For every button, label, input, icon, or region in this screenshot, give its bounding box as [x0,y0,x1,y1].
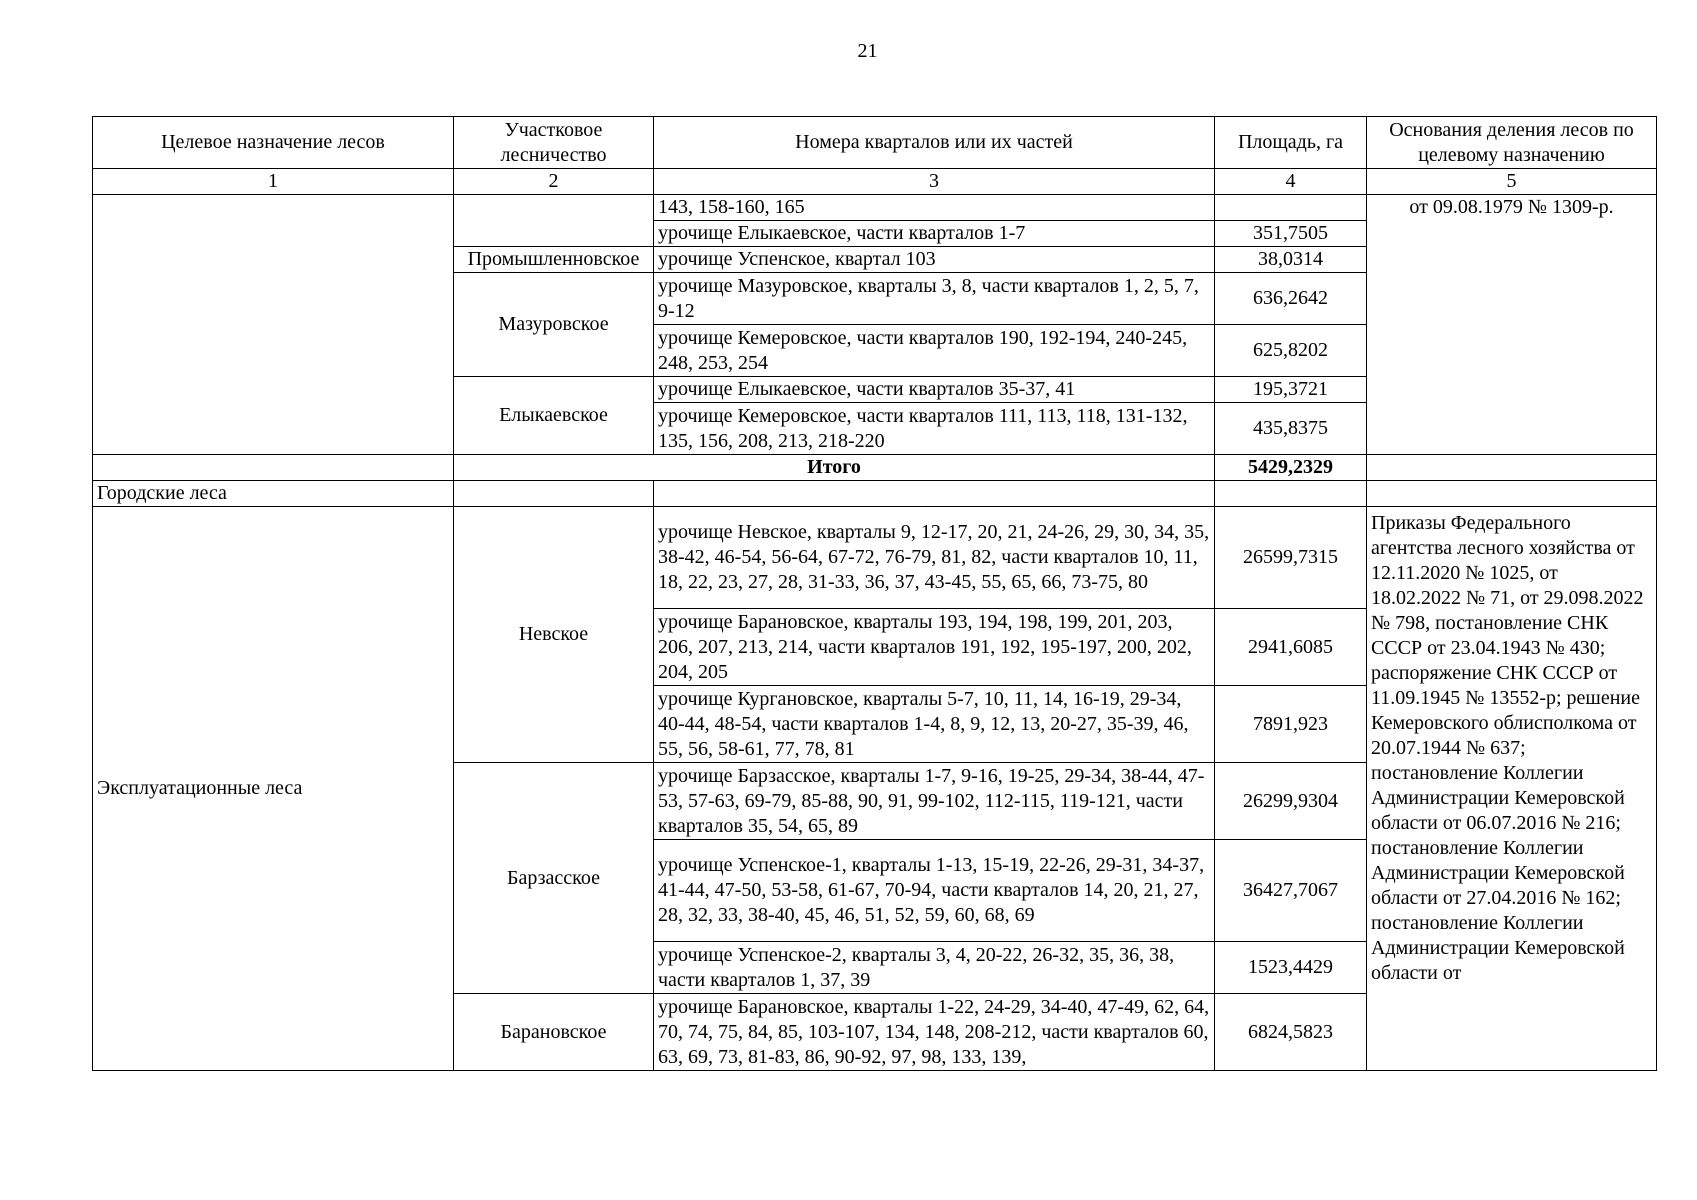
area-cell: 1523,4429 [1215,942,1367,994]
header-purpose: Целевое назначение лесов [93,117,454,169]
purpose-cell: Эксплуатационные леса [93,507,454,1071]
header-forestry: Участковое лесничество [454,117,654,169]
quarters-cell: урочище Мазуровское, кварталы 3, 8, части кварталов 1, 2, 5, 7, 9-12 [654,273,1215,325]
empty-cell [454,481,654,507]
area-cell: 2941,6085 [1215,609,1367,686]
quarters-cell: урочище Успенское-2, кварталы 3, 4, 20-22, 26-32, 35, 36, 38, части кварталов 1, 37, 39 [654,942,1215,994]
empty-cell [1367,481,1657,507]
forestry-cell-empty [454,195,654,247]
total-label: Итого [454,455,1215,481]
column-number: 2 [454,169,654,195]
area-cell: 195,3721 [1215,377,1367,403]
quarters-cell: урочище Барановское, кварталы 193, 194, 198, 199, 201, 203, 206, 207, 213, 214, части кварталов 191, 192, 195-197, 200, 202, 204, 205 [654,609,1215,686]
quarters-cell: урочище Елыкаевское, части кварталов 35-37, 41 [654,377,1215,403]
purpose-cell-empty [93,455,454,481]
column-numbers-row [93,169,1657,195]
forestry-cell: Барзасское [454,763,654,994]
header-basis: Основания деления лесов по целевому назначению [1367,117,1657,169]
total-row [93,455,1657,481]
column-number: 1 [93,169,454,195]
empty-cell [654,481,1215,507]
quarters-cell: урочище Барановское, кварталы 1-22, 24-29, 34-40, 47-49, 62, 64, 70, 74, 75, 84, 85, 103-107, 134, 148, 208-212, части кварталов 60, 63, 69, 73, 81-83, 86, 90-92, 97, 98, 133, 139, [654,994,1215,1071]
quarters-cell: урочище Кемеровское, части кварталов 111, 113, 118, 131-132, 135, 156, 208, 213, 218-220 [654,403,1215,455]
quarters-cell: урочище Успенское-1, кварталы 1-13, 15-19, 22-26, 29-31, 34-37, 41-44, 47-50, 53-58, 61-67, 70-94, части кварталов 14, 20, 21, 27, 28, 32, 33, 38-40, 45, 46, 51, 52, 59, 60, 68, 69 [654,840,1215,942]
quarters-cell: урочище Невское, кварталы 9, 12-17, 20, 21, 24-26, 29, 30, 34, 35, 38-42, 46-54, 56-64, 67-72, 76-79, 81, 82, части кварталов 10, 11, 18, 22, 23, 27, 28, 31-33, 36, 37, 43-45, 55, 65, 66, 73-75, 80 [654,507,1215,609]
area-cell: 26599,7315 [1215,507,1367,609]
purpose-cell-empty [93,195,454,455]
quarters-cell: урочище Кемеровское, части кварталов 190, 192-194, 240-245, 248, 253, 254 [654,325,1215,377]
header-quarters: Номера кварталов или их частей [654,117,1215,169]
area-cell: 435,8375 [1215,403,1367,455]
total-area: 5429,2329 [1215,455,1367,481]
area-cell: 636,2642 [1215,273,1367,325]
category-row [93,481,1657,507]
forestry-cell: Невское [454,507,654,763]
header-row [93,117,1657,169]
quarters-cell: 143, 158-160, 165 [654,195,1215,221]
area-cell: 26299,9304 [1215,763,1367,840]
empty-cell [1215,481,1367,507]
area-cell: 625,8202 [1215,325,1367,377]
basis-cell: Приказы Федерального агентства лесного хозяйства от 12.11.2020 № 1025, от 18.02.2022 № 71, от 29.098.2022 № 798, постановление СНК СССР от 23.04.1943 № 430; распоряжение СНК СССР от 11.09.1945 № 13552-р; решение Кемеровского облисполкома от 20.07.1944 № 637; постановление Коллегии Администрации Кемеровской области от 06.07.2016 № 216; постановление Коллегии Администрации Кемеровской области от 27.04.2016 № 162; постановление Коллегии Администрации Кемеровской области от [1367,507,1657,1071]
page-number: 21 [857,40,878,62]
area-cell: 351,7505 [1215,221,1367,247]
basis-cell: от 09.08.1979 № 1309-р. [1367,195,1657,455]
column-number: 5 [1367,169,1657,195]
area-cell [1215,195,1367,221]
forest-purpose-table [92,116,1657,1071]
column-number: 4 [1215,169,1367,195]
forestry-cell: Мазуровское [454,273,654,377]
quarters-cell: урочище Барзасское, кварталы 1-7, 9-16, 19-25, 29-34, 38-44, 47-53, 57-63, 69-79, 85-88, 90, 91, 99-102, 112-115, 119-121, части кварталов 35, 54, 65, 89 [654,763,1215,840]
header-area: Площадь, га [1215,117,1367,169]
area-cell: 36427,7067 [1215,840,1367,942]
forestry-cell: Барановское [454,994,654,1071]
area-cell: 7891,923 [1215,686,1367,763]
quarters-cell: урочище Елыкаевское, части кварталов 1-7 [654,221,1215,247]
quarters-cell: урочище Успенское, квартал 103 [654,247,1215,273]
quarters-cell: урочище Кургановское, кварталы 5-7, 10, 11, 14, 16-19, 29-34, 40-44, 48-54, части кварталов 1-4, 8, 9, 12, 13, 20-27, 35-39, 46, 55, 56, 58-61, 77, 78, 81 [654,686,1215,763]
column-number: 3 [654,169,1215,195]
forestry-cell: Промышленновское [454,247,654,273]
area-cell: 6824,5823 [1215,994,1367,1071]
table-row [93,195,1657,221]
area-cell: 38,0314 [1215,247,1367,273]
table-row [93,507,1657,609]
basis-cell-empty [1367,455,1657,481]
forestry-cell: Елыкаевское [454,377,654,455]
category-label: Городские леса [93,481,454,507]
